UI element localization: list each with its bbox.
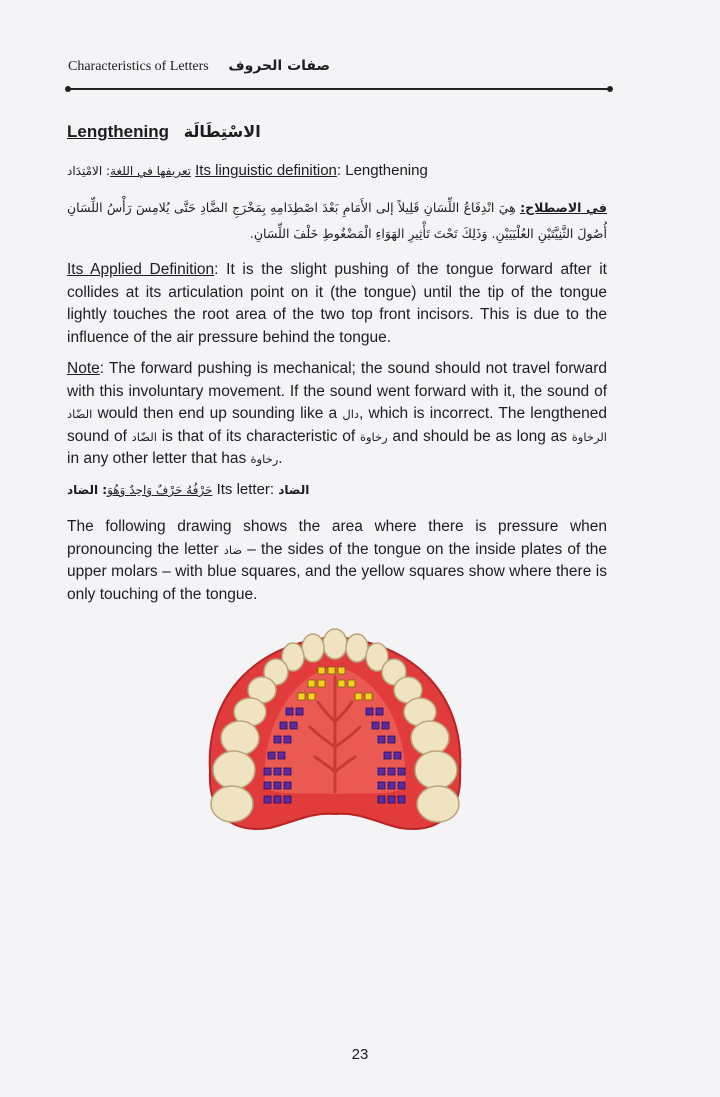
- note-label: Note: [67, 360, 100, 377]
- note-text: is that of its characteristic of: [156, 427, 360, 445]
- applied-text: : It is the slight pushing of the tongue forward after it collides at its articulation point on it (the tongue) until the tip of the tongue lightly touches the root area of the two top front incisors. This is due to the influence of the air pressure behind the tongue.: [67, 261, 607, 346]
- note-arabic-word: رخاوة: [359, 429, 388, 444]
- applied-definition: [67, 259, 607, 349]
- running-head-title-arabic: صفات الحروف: [228, 58, 330, 74]
- applied-label: Its Applied Definition: [67, 261, 215, 278]
- note-text: , which is incorrect. The lengthened sound of: [67, 405, 608, 445]
- letter-value-arabic: الضاد: [278, 483, 310, 497]
- linguistic-value: : Lengthening: [336, 162, 428, 179]
- letter-line: [67, 481, 607, 498]
- technical-text-arabic: هِيَ انْدِفَاعُ اللِّسَانِ قَلِيلاً إلى الأَمَامِ بَعْدَ اصْطِدَامِهِ بِمَخْرَجِ الضَّادِ حَتَّى يُلامِسَ رَأْسُ اللِّسَانِ أُصُولَ الثَّنِيَّتَيْنِ العُلْيَيَيْنِ. وَذَلِكَ تَحْتَ تَأْثِيرِ الهَوَاءِ الْمَضْغُوطِ خَلْفَ اللِّسَانِ.: [67, 200, 607, 241]
- technical-lead-arabic: في الاصطلاح:: [520, 200, 607, 215]
- linguistic-lead-arabic: تعريفها في اللغة: [110, 164, 191, 178]
- upper-teeth-diagram: [200, 622, 470, 844]
- linguistic-definition: [67, 162, 607, 179]
- note-text: : The forward pushing is mechanical; the sound should not travel forward with this involuntary movement. If the sound went forward with it, the sound of: [67, 360, 607, 400]
- note-arabic-word: دال: [342, 407, 360, 421]
- drawing-description-arabic: ضاد: [223, 542, 243, 557]
- note-arabic-word: الرخاوة: [571, 429, 608, 444]
- note-arabic-word: الضّاد: [131, 429, 157, 444]
- running-head: [68, 58, 610, 75]
- technical-definition-arabic: [67, 195, 607, 247]
- note-text: and should be as long as: [387, 427, 572, 445]
- header-divider: [68, 88, 610, 90]
- section-title: Lengthening: [67, 122, 169, 141]
- running-head-title: Characteristics of Letters: [68, 59, 209, 74]
- note-paragraph: [67, 358, 607, 471]
- drawing-description-text: The following drawing shows the area where there is pressure when pronouncing the letter: [67, 518, 607, 558]
- letter-lead-value-arabic: : الضاد: [67, 483, 108, 497]
- linguistic-label: Its linguistic definition: [195, 162, 337, 179]
- drawing-description: [67, 516, 607, 606]
- note-arabic-word: رخاوة: [250, 452, 279, 466]
- section-title-arabic: الاسْتِطَالَة: [183, 122, 261, 141]
- letter-label: Its letter:: [212, 481, 279, 498]
- page-number: 23: [351, 1046, 369, 1063]
- drawing-description-text: – the sides of the tongue on the inside plates of the upper molars – with blue squares, and the yellow squares show where there is only touching of the tongue.: [67, 540, 607, 603]
- note-text: .: [278, 450, 283, 467]
- section-heading: [67, 122, 607, 142]
- note-text: in any other letter that has: [67, 450, 251, 467]
- note-text: would then end up sounding like a: [92, 405, 343, 422]
- linguistic-value-arabic: : الامْتِدَاد: [67, 164, 111, 178]
- note-arabic-word: الضّاد: [67, 407, 93, 421]
- letter-lead-arabic: حَرْفُهُ حَرْفٌ وَاحِدٌ وَهُوَ: [107, 483, 213, 497]
